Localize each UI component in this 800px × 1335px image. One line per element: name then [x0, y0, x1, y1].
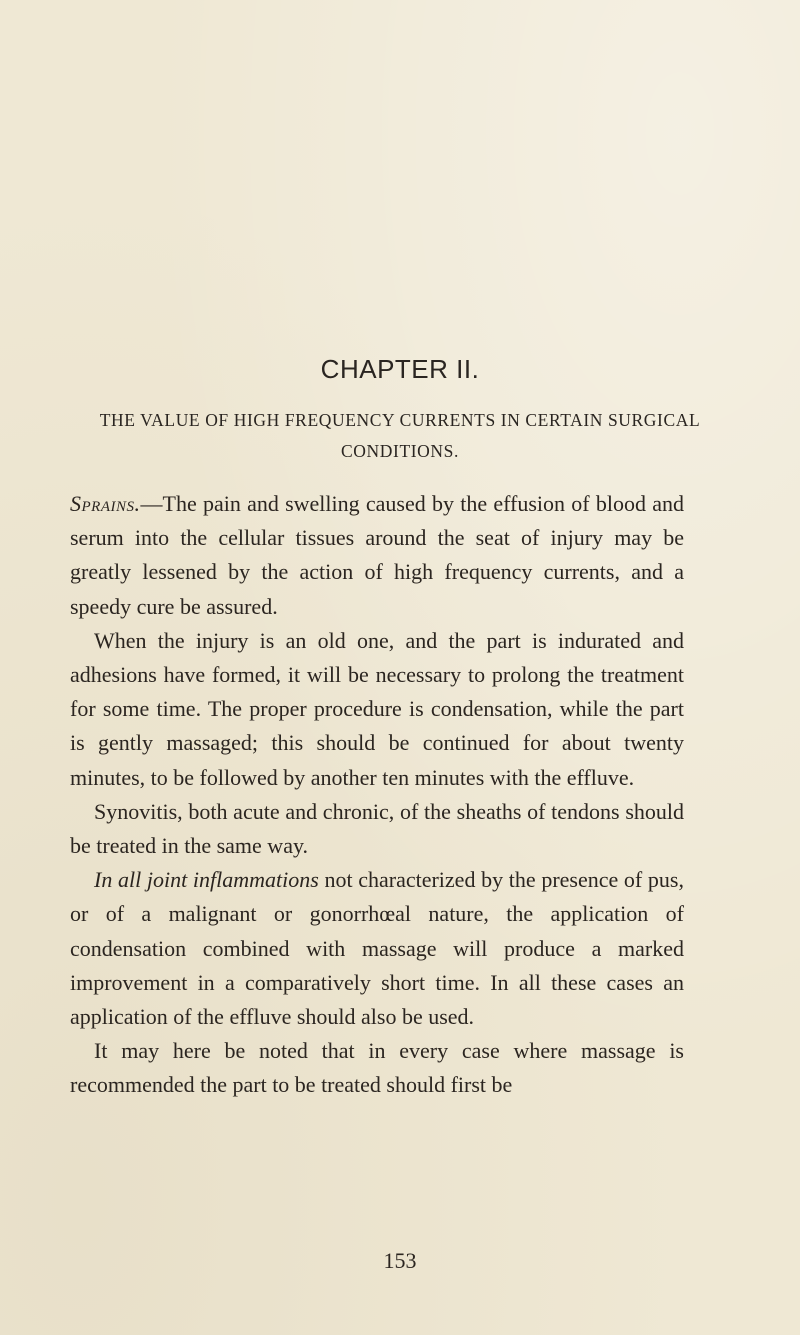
- paragraph-lead-joint-inflammations: In all joint inflammations: [94, 867, 319, 893]
- paragraph-old-injury: [70, 624, 684, 795]
- paragraph-text: —The pain and swelling caused by the effusion of blood and serum into the cellular tissues around the seat of injury may be greatly lessened by the action of high frequency currents, and a speedy cure be assured.: [70, 491, 684, 619]
- paragraph-massage-note: [70, 1034, 684, 1102]
- chapter-title: CHAPTER II.: [320, 354, 480, 384]
- paragraph-text: When the injury is an old one, and the part is indurated and adhesions have formed, it will be necessary to prolong the treatment for some time. The proper procedure is condensation, while the part is gently massaged; this should be continued for about twenty minutes, to be followed by another ten minutes with the effluve.: [70, 627, 684, 790]
- paragraph-text: Synovitis, both acute and chronic, of the sheaths of tendons should be treated in the same way.: [70, 798, 684, 859]
- paragraph-text: It may here be noted that in every case where massage is recommended the part to be treated should first be: [70, 1038, 684, 1098]
- body-text: [70, 487, 684, 1103]
- chapter-subtitle: THE VALUE OF HIGH FREQUENCY CURRENTS IN CERTAIN SURGICAL CONDITIONS.: [99, 410, 701, 461]
- paragraph-joint-inflammations: [70, 863, 684, 1034]
- paragraph-lead-sprains: Sprains.: [70, 491, 141, 516]
- paragraph-synovitis: [70, 795, 684, 863]
- paragraph-text: not characterized by the presence of pus, or of a malignant or gonorrhœal nature, the application of condensation combined with massage will produce a marked improvement in a comparatively short time. In all these cases an application of the effluve should also be used.: [70, 867, 684, 1030]
- paragraph-sprains: [70, 487, 684, 624]
- page-number: 153: [383, 1248, 417, 1273]
